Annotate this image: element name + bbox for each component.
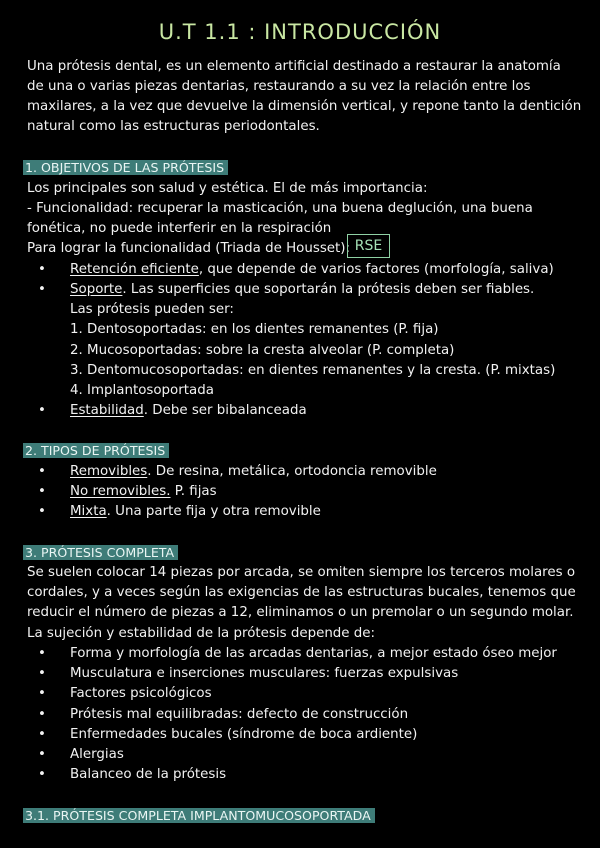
list-item <box>70 503 321 521</box>
section1-line: fonética, no puede interferir en la respiración <box>27 221 332 236</box>
sub-item: 1. Dentosoportadas: en los dientes remanentes (P. fija) <box>70 322 439 337</box>
intro-line: maxilares, a la vez que devuelve la dimensión vertical, y repone tanto la dentición <box>27 99 582 114</box>
list-item-term: Estabilidad <box>70 403 144 418</box>
bullet-icon: • <box>38 282 46 297</box>
list-item-term: Soporte <box>70 282 123 297</box>
intro-line: natural como las estructuras periodontales. <box>27 119 320 134</box>
list-item-text: , que depende de varios factores (morfología, saliva) <box>198 262 554 277</box>
list-item-text: . De resina, metálica, ortodoncia removible <box>147 464 437 479</box>
list-item <box>70 402 307 420</box>
bullet-icon: • <box>38 464 46 479</box>
list-item-text: . Una parte fija y otra removible <box>106 504 321 519</box>
list-item: Musculatura e inserciones musculares: fuerzas expulsivas <box>70 666 459 681</box>
bullet-icon: • <box>38 403 46 418</box>
sub-item: 3. Dentomucosoportadas: en dientes remanentes y la cresta. (P. mixtas) <box>70 363 556 378</box>
bullet-icon: • <box>38 707 46 722</box>
section-heading-tipos: 2. TIPOS DE PRÓTESIS <box>23 443 169 458</box>
intro-line: de una o varias piezas dentarias, restaurando a su vez la relación entre los <box>27 79 531 94</box>
bullet-icon: • <box>38 646 46 661</box>
bullet-icon: • <box>38 747 46 762</box>
page-title: U.T 1.1 : INTRODUCCIÓN <box>158 20 442 44</box>
list-item: Alergias <box>70 747 124 762</box>
section1-line: Para lograr la funcionalidad (Triada de Housset): <box>27 241 351 256</box>
list-item <box>70 483 217 501</box>
list-item-text: P. fijas <box>170 484 217 499</box>
bullet-icon: • <box>38 262 46 277</box>
sub-item: 4. Implantosoportada <box>70 383 214 398</box>
sub-item: Las prótesis pueden ser: <box>70 302 234 317</box>
list-item-term: Retención eficiente <box>70 262 199 277</box>
list-item: Balanceo de la prótesis <box>70 767 227 782</box>
bullet-icon: • <box>38 666 46 681</box>
section-heading-objetivos: 1. OBJETIVOS DE LAS PRÓTESIS <box>23 160 228 175</box>
bullet-icon: • <box>38 686 46 701</box>
section-heading-completa: 3. PRÓTESIS COMPLETA <box>23 545 178 560</box>
rse-annotation-box: RSE <box>347 234 390 258</box>
intro-line: Una prótesis dental, es un elemento artificial destinado a restaurar la anatomía <box>27 59 561 74</box>
list-item-term: Mixta <box>70 504 107 519</box>
list-item-term: No removibles. <box>70 484 171 499</box>
list-item-text: . Debe ser bibalanceada <box>143 403 307 418</box>
bullet-icon: • <box>38 484 46 499</box>
bullet-icon: • <box>38 504 46 519</box>
list-item-term: Removibles <box>70 464 148 479</box>
section1-line: - Funcionalidad: recuperar la masticación, una buena deglución, una buena <box>27 201 533 216</box>
list-item: Forma y morfología de las arcadas dentarias, a mejor estado óseo mejor <box>70 646 557 661</box>
list-item <box>70 261 554 279</box>
list-item <box>70 463 437 481</box>
list-item: Factores psicológicos <box>70 686 212 701</box>
section3-line: La sujeción y estabilidad de la prótesis depende de: <box>27 626 376 641</box>
list-item-text: . Las superficies que soportarán la prótesis deben ser fiables. <box>122 282 535 297</box>
section1-line: Los principales son salud y estética. El de más importancia: <box>27 181 428 196</box>
section-heading-implantomucosoportada: 3.1. PRÓTESIS COMPLETA IMPLANTOMUCOSOPORTADA <box>23 808 375 823</box>
bullet-icon: • <box>38 767 46 782</box>
list-item: Enfermedades bucales (síndrome de boca ardiente) <box>70 727 418 742</box>
list-item: Prótesis mal equilibradas: defecto de construcción <box>70 707 409 722</box>
sub-item: 2. Mucosoportadas: sobre la cresta alveolar (P. completa) <box>70 343 455 358</box>
bullet-icon: • <box>38 727 46 742</box>
section3-line: cordales, y a veces según las exigencias de las estructuras bucales, tenemos que <box>27 585 576 600</box>
section3-line: reducir el número de piezas a 12, eliminamos o un premolar o un segundo molar. <box>27 605 574 620</box>
section3-line: Se suelen colocar 14 piezas por arcada, se omiten siempre los terceros molares o <box>27 565 576 580</box>
list-item <box>70 281 534 299</box>
